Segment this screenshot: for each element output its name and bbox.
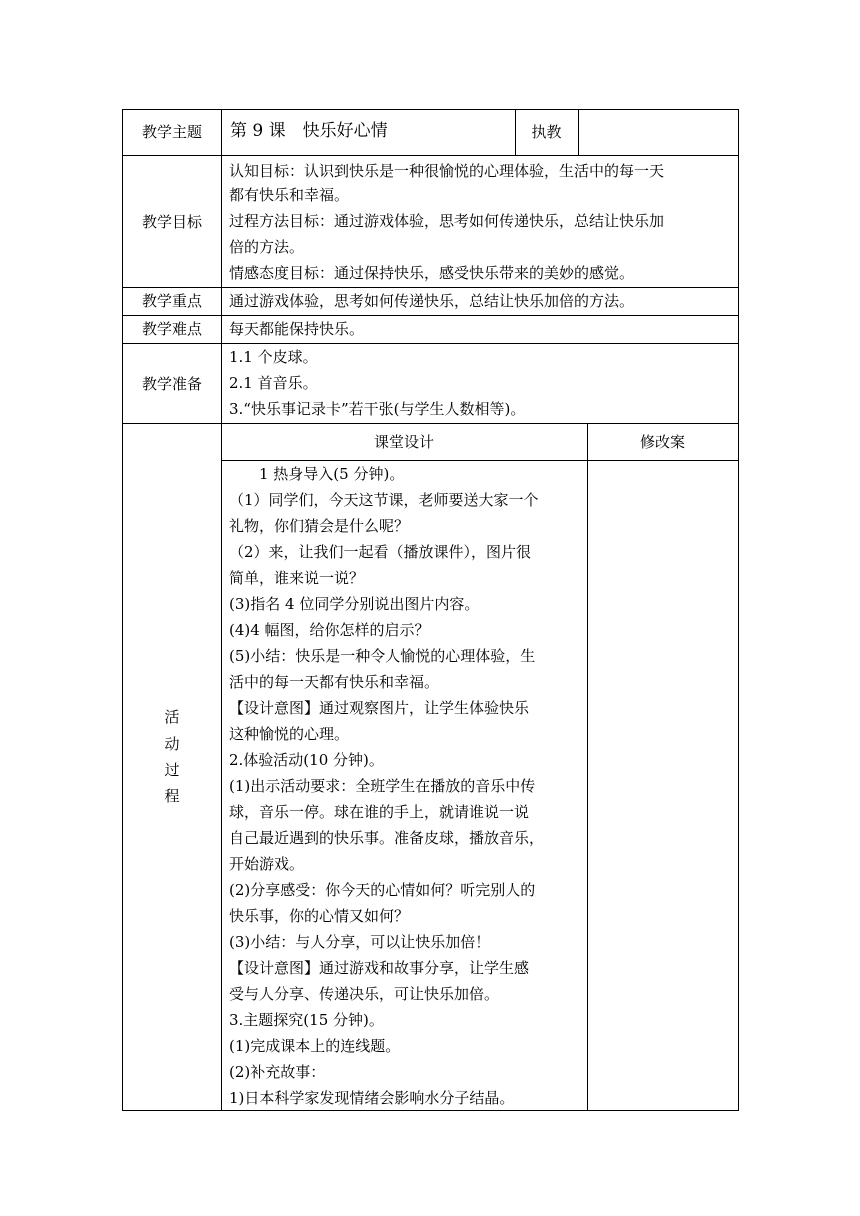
process-line: (1)出示活动要求：全班学生在播放的音乐中传 <box>229 777 536 795</box>
process-line: 球，音乐一停。球在谁的手上，就请谁说一说 <box>229 803 530 821</box>
goals-line: 都有快乐和幸福。 <box>229 186 350 204</box>
process-line: 自己最近遇到的快乐事。准备皮球，播放音乐， <box>229 829 545 847</box>
key-point-value: 通过游戏体验，思考如何传递快乐，总结让快乐加倍的方法。 <box>229 292 635 310</box>
process-line: 3.主题探究(15 分钟)。 <box>229 1011 384 1029</box>
difficulty-label: 教学难点 <box>141 320 202 338</box>
key-point-label: 教学重点 <box>141 292 202 310</box>
preparation-line: 1.1 个皮球。 <box>229 348 318 366</box>
label-column-divider <box>221 109 222 1111</box>
process-line: 受与人分享、传递决乐，可让快乐加倍。 <box>229 985 500 1003</box>
process-header-divider <box>221 460 739 461</box>
process-line: (2)分享感受：你今天的心情如何？听完别人的 <box>229 881 536 899</box>
process-line: 快乐事，你的心情又如何？ <box>229 907 410 925</box>
topic-label: 教学主题 <box>141 123 202 141</box>
preparation-line: 3.“快乐事记录卡”若干张(与学生人数相等)。 <box>229 400 526 418</box>
process-label-char: 动 <box>164 735 180 753</box>
process-label-char: 活 <box>164 708 180 726</box>
process-line: （2）来，让我们一起看（播放课件），图片很 <box>229 543 532 561</box>
process-line: (4)4 幅图，给你怎样的启示？ <box>229 621 430 639</box>
table-border-right <box>738 109 739 1111</box>
process-line: 【设计意图】通过观察图片，让学生体验快乐 <box>229 699 530 717</box>
goals-line: 倍的方法。 <box>229 238 305 256</box>
process-line: 礼物，你们猜会是什么呢？ <box>229 517 410 535</box>
row-divider <box>122 315 739 316</box>
preparation-line: 2.1 首音乐。 <box>229 374 318 392</box>
process-line: 1)日本科学家发现情绪会影响水分子结晶。 <box>229 1089 515 1107</box>
process-line: （1）同学们，今天这节课，老师要送大家一个 <box>229 491 539 509</box>
process-line: 2.体验活动(10 分钟)。 <box>229 751 384 769</box>
process-line: (1)完成课本上的连线题。 <box>229 1037 401 1055</box>
process-line: 1 热身导入(5 分钟)。 <box>229 465 405 483</box>
goals-line: 情感态度目标：通过保持快乐，感受快乐带来的美妙的感觉。 <box>229 264 635 282</box>
process-line: 【设计意图】通过游戏和故事分享，让学生感 <box>229 959 530 977</box>
table-border-top <box>122 109 739 110</box>
preparation-label: 教学准备 <box>141 375 202 393</box>
process-label-char: 过 <box>164 761 180 779</box>
table-border-bottom <box>122 1110 739 1111</box>
header-col-divider <box>578 109 579 155</box>
row-divider <box>122 423 739 424</box>
process-line: (3)指名 4 位同学分别说出图片内容。 <box>229 595 480 613</box>
row-divider <box>122 155 739 156</box>
process-line: 简单，谁来说一说？ <box>229 569 365 587</box>
process-line: 这种愉悦的心理。 <box>229 725 350 743</box>
topic-value: 第 9 课 快乐好心情 <box>230 121 388 141</box>
process-line: 开始游戏。 <box>229 855 305 873</box>
process-line: (2)补充故事： <box>229 1063 326 1081</box>
process-label-char: 程 <box>164 787 180 805</box>
row-divider <box>122 287 739 288</box>
goals-label: 教学目标 <box>141 213 202 231</box>
revise-column-header: 修改案 <box>639 433 685 451</box>
table-border-left <box>122 109 123 1111</box>
goals-line: 过程方法目标：通过游戏体验，思考如何传递快乐，总结让快乐加 <box>229 212 665 230</box>
process-line: 活中的每一天都有快乐和幸福。 <box>229 673 440 691</box>
row-divider <box>122 343 739 344</box>
process-line: (5)小结：快乐是一种令人愉悦的心理体验，生 <box>229 647 536 665</box>
goals-line: 认知目标：认识到快乐是一种很愉悦的心理体验，生活中的每一天 <box>229 162 665 180</box>
design-column-header: 课堂设计 <box>373 433 434 451</box>
teacher-label: 执教 <box>531 123 562 141</box>
process-line: (3)小结：与人分享，可以让快乐加倍！ <box>229 933 491 951</box>
difficulty-value: 每天都能保持快乐。 <box>229 320 365 338</box>
